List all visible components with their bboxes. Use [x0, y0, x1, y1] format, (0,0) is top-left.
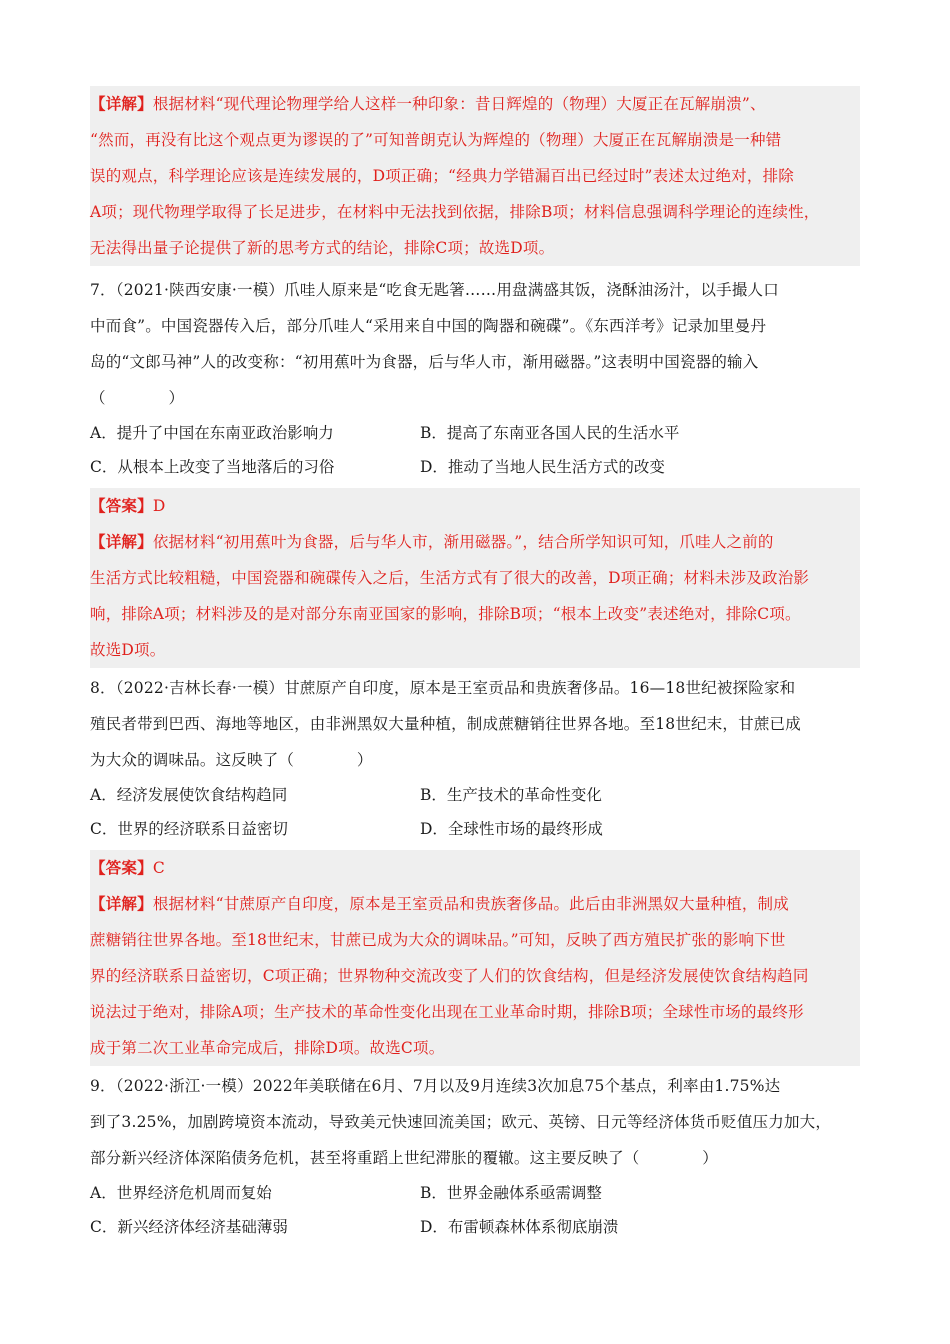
question-8 [90, 670, 860, 846]
answer-box-q7 [90, 488, 860, 668]
detail-line: A项；现代物理学取得了长足进步，在材料中无法找到依据，排除B项；材料信息强调科学理论的连续性， [90, 203, 820, 221]
detail-line: 蔗糖销往世界各地。至18世纪末，甘蔗已成为大众的调味品。”可知，反映了西方殖民扩张的影响下世 [90, 931, 786, 949]
option-row [90, 778, 860, 812]
option-row [90, 812, 860, 846]
detail-line: 【详解】根据材料“甘蔗原产自印度，原本是王室贡品和贵族奢侈品。此后由非洲黑奴大量种植，制成 [90, 894, 789, 913]
answer-box-q8 [90, 850, 860, 1066]
detail-line: 生活方式比较粗糙，中国瓷器和碗碟传入之后，生活方式有了很大的改善，D项正确；材料未涉及政治影 [90, 569, 810, 587]
question-line: 部分新兴经济体深陷债务危机，甚至将重蹈上世纪滞胀的覆辙。这主要反映了（ ） [90, 1149, 719, 1167]
option-b: B．提高了东南亚各国人民的生活水平 [420, 424, 680, 442]
question-line: 岛的“文郎马神”人的改变称：“初用蕉叶为食器，后与华人市，渐用磁器。”这表明中国瓷器的输入 [90, 353, 759, 371]
option-row [90, 1210, 860, 1244]
option-c: C．从根本上改变了当地落后的习俗 [90, 458, 335, 476]
detail-tag: 【详解】 [90, 532, 153, 551]
question-7 [90, 272, 860, 484]
detail-box-q6 [90, 86, 860, 266]
detail-line: 成于第二次工业革命完成后，排除D项。故选C项。 [90, 1039, 445, 1057]
question-line: 到了3.25%，加剧跨境资本流动，导致美元快速回流美国；欧元、英镑、日元等经济体货币贬值压力加大， [90, 1113, 832, 1131]
answer-tag: 【答案】 [90, 496, 153, 515]
detail-tag: 【详解】 [90, 894, 153, 913]
answer-line [90, 850, 860, 886]
option-a: A．提升了中国在东南亚政治影响力 [90, 424, 334, 442]
detail-line: “然而，再没有比这个观点更为谬误的了”可知普朗克认为辉煌的（物理）大厦正在瓦解崩溃是一种错 [90, 131, 782, 149]
answer-value: C [152, 859, 165, 877]
option-row [90, 1176, 860, 1210]
question-blank: （ ） [90, 389, 185, 407]
question-line: 8．（2022·吉林长春·一模）甘蔗原产自印度，原本是王室贡品和贵族奢侈品。16—18世纪被探险家和 [90, 679, 796, 697]
option-d: D．布雷顿森林体系彻底崩溃 [420, 1218, 619, 1236]
answer-line [90, 488, 860, 524]
question-line: 殖民者带到巴西、海地等地区，由非洲黑奴大量种植，制成蔗糖销往世界各地。至18世纪末，甘蔗已成 [90, 715, 801, 733]
option-b: B．世界金融体系亟需调整 [420, 1184, 602, 1202]
detail-line: 误的观点，科学理论应该是连续发展的，D项正确；“经典力学错漏百出已经过时”表述太过绝对，排除 [90, 167, 794, 185]
question-line: 中而食”。中国瓷器传入后，部分爪哇人“采用来自中国的陶器和碗碟”。《东西洋考》记录加里曼丹 [90, 317, 767, 335]
answer-tag: 【答案】 [90, 858, 153, 877]
question-line: 9．（2022·浙江·一模）2022年美联储在6月、7月以及9月连续3次加息75个基点，利率由1.75%达 [90, 1077, 781, 1095]
detail-line: 【详解】依据材料“初用蕉叶为食器，后与华人市，渐用磁器。”，结合所学知识可知，爪哇人之前的 [90, 532, 774, 551]
detail-line: 响，排除A项；材料涉及的是对部分东南亚国家的影响，排除B项；“根本上改变”表述绝对，排除C项。 [90, 605, 801, 623]
option-a: A．世界经济危机周而复始 [90, 1184, 272, 1202]
option-d: D．推动了当地人民生活方式的改变 [420, 458, 665, 476]
option-row [90, 416, 860, 450]
detail-line: 故选D项。 [90, 641, 166, 659]
question-line: 7．（2021·陕西安康·一模）爪哇人原来是“吃食无匙箸……用盘满盛其饭，浇酥油汤汁，以手撮人口 [90, 281, 779, 299]
option-b: B．生产技术的革命性变化 [420, 786, 602, 804]
question-9 [90, 1068, 860, 1244]
option-row [90, 450, 860, 484]
detail-tag: 【详解】 [90, 94, 153, 113]
answer-value: D [152, 497, 166, 515]
option-a: A．经济发展使饮食结构趋同 [90, 786, 288, 804]
detail-line: 【详解】根据材料“现代理论物理学给人这样一种印象：昔日辉煌的（物理）大厦正在瓦解崩溃”、 [90, 94, 766, 113]
detail-line: 无法得出量子论提供了新的思考方式的结论，排除C项；故选D项。 [90, 239, 555, 257]
question-line: 为大众的调味品。这反映了（ ） [90, 751, 373, 769]
option-c: C．新兴经济体经济基础薄弱 [90, 1218, 288, 1236]
detail-line: 界的经济联系日益密切，C项正确；世界物种交流改变了人们的饮食结构，但是经济发展使饮食结构趋同 [90, 967, 809, 985]
detail-line: 说法过于绝对，排除A项；生产技术的革命性变化出现在工业革命时期，排除B项；全球性市场的最终形 [90, 1003, 804, 1021]
option-c: C．世界的经济联系日益密切 [90, 820, 288, 838]
option-d: D．全球性市场的最终形成 [420, 820, 603, 838]
